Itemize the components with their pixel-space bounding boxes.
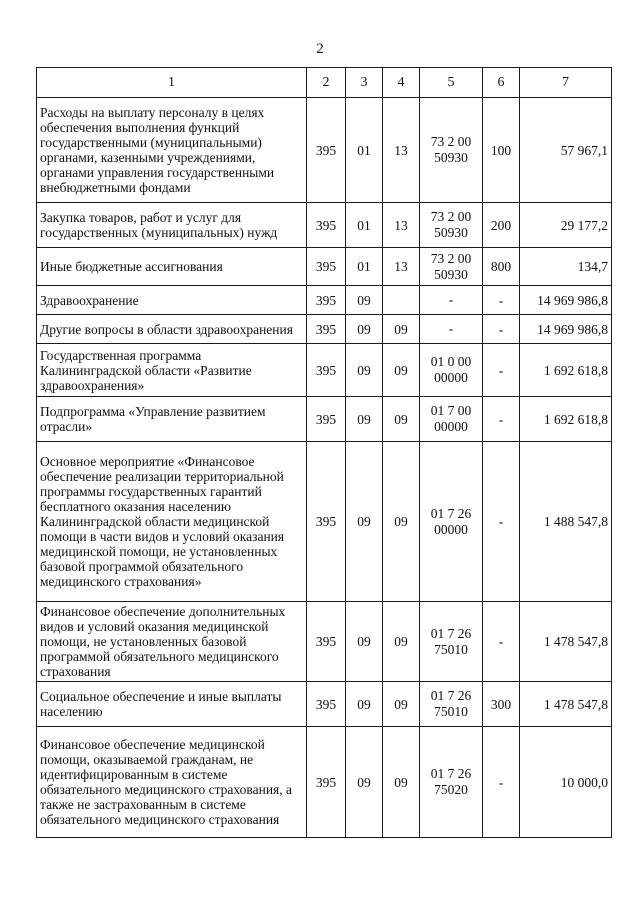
header-row — [37, 68, 612, 98]
table-row — [37, 602, 612, 682]
row-section: 09 — [346, 397, 383, 442]
row-section: 09 — [346, 682, 383, 727]
target-code-part-1: 73 2 00 — [430, 209, 472, 224]
row-subsection: 09 — [383, 315, 420, 344]
row-admin-code: 395 — [307, 727, 346, 838]
target-code-part-1: 01 7 26 — [430, 625, 472, 641]
target-code-part-2: 50930 — [434, 150, 468, 165]
column-header-section: 3 — [346, 68, 383, 98]
column-header-target-code: 5 — [420, 68, 483, 98]
target-code-part-2: 75010 — [434, 641, 468, 657]
row-target-code — [420, 248, 483, 286]
row-subsection: 09 — [383, 344, 420, 397]
table-row — [37, 344, 612, 397]
row-amount: 1 692 618,8 — [520, 397, 612, 442]
row-target-code — [420, 442, 483, 602]
target-code-part-2: 50930 — [434, 225, 468, 240]
column-header-expense-type: 6 — [483, 68, 520, 98]
row-name: Закупка товаров, работ и услуг для государственных (муниципальных) нужд — [37, 203, 307, 248]
row-amount: 29 177,2 — [520, 203, 612, 248]
row-target-code — [420, 344, 483, 397]
row-admin-code: 395 — [307, 344, 346, 397]
target-code-part-1: - — [448, 321, 454, 336]
row-subsection: 09 — [383, 397, 420, 442]
target-code-part-1: 01 7 26 — [430, 766, 472, 781]
target-code-part-1: 01 7 26 — [430, 688, 472, 703]
column-header-subsection: 4 — [383, 68, 420, 98]
row-subsection: 13 — [383, 203, 420, 248]
row-target-code — [420, 397, 483, 442]
row-section: 09 — [346, 315, 383, 344]
table-body — [37, 98, 612, 838]
row-expense-type: - — [483, 442, 520, 602]
row-expense-type: 800 — [483, 248, 520, 286]
row-name: Расходы на выплату персоналу в целях обеспечения выполнения функций государственными (муниципальными) органами, казенными учреждениями, органами управления государственными внебюджетными фондами — [37, 98, 307, 203]
column-header-amount: 7 — [520, 68, 612, 98]
row-admin-code: 395 — [307, 315, 346, 344]
row-admin-code: 395 — [307, 98, 346, 203]
row-subsection — [383, 286, 420, 315]
target-code-part-2: 00000 — [434, 419, 468, 434]
row-subsection: 09 — [383, 442, 420, 602]
row-name: Государственная программа Калининградской области «Развитие здравоохранения» — [37, 344, 307, 397]
column-header-admin: 2 — [307, 68, 346, 98]
row-target-code — [420, 682, 483, 727]
target-code-part-1: 01 7 26 — [430, 505, 472, 521]
row-subsection: 13 — [383, 98, 420, 203]
row-expense-type: - — [483, 286, 520, 315]
row-amount: 1 478 547,8 — [520, 602, 612, 682]
row-admin-code: 395 — [307, 602, 346, 682]
row-name: Подпрограмма «Управление развитием отрасли» — [37, 397, 307, 442]
row-section: 09 — [346, 727, 383, 838]
row-section: 01 — [346, 248, 383, 286]
row-target-code — [420, 315, 483, 344]
table-row — [37, 286, 612, 315]
row-expense-type: 100 — [483, 98, 520, 203]
row-subsection: 09 — [383, 727, 420, 838]
row-amount: 1 478 547,8 — [520, 682, 612, 727]
row-subsection: 09 — [383, 602, 420, 682]
target-code-part-1: 73 2 00 — [430, 134, 472, 149]
row-section: 09 — [346, 602, 383, 682]
row-target-code — [420, 727, 483, 838]
target-code-part-1: - — [448, 292, 454, 307]
row-section: 09 — [346, 442, 383, 602]
row-name: Финансовое обеспечение дополнительных видов и условий оказания медицинской помощи, не установленных базовой программой обязательного медицинского страхования — [37, 602, 307, 682]
table-row — [37, 315, 612, 344]
row-amount: 14 969 986,8 — [520, 286, 612, 315]
row-target-code — [420, 286, 483, 315]
row-name: Здравоохранение — [37, 286, 307, 315]
target-code-part-2: 00000 — [434, 521, 468, 537]
table-row — [37, 248, 612, 286]
row-name: Другие вопросы в области здравоохранения — [37, 315, 307, 344]
row-expense-type: - — [483, 727, 520, 838]
target-code-part-1: 01 0 00 — [430, 354, 472, 369]
row-expense-type: 200 — [483, 203, 520, 248]
target-code-part-2: 75010 — [434, 704, 468, 719]
row-admin-code: 395 — [307, 682, 346, 727]
row-admin-code: 395 — [307, 203, 346, 248]
row-target-code — [420, 98, 483, 203]
row-target-code — [420, 203, 483, 248]
row-name: Иные бюджетные ассигнования — [37, 248, 307, 286]
table-row — [37, 682, 612, 727]
row-expense-type: - — [483, 315, 520, 344]
table-row — [37, 397, 612, 442]
row-section: 09 — [346, 286, 383, 315]
row-amount: 57 967,1 — [520, 98, 612, 203]
row-admin-code: 395 — [307, 286, 346, 315]
row-admin-code: 395 — [307, 442, 346, 602]
target-code-part-2: 75020 — [434, 782, 468, 797]
row-section: 09 — [346, 344, 383, 397]
row-name: Финансовое обеспечение медицинской помощи, оказываемой гражданам, не идентифицированным в системе обязательного медицинского страхования, а также не застрахованным в системе обязательного медицинского страхования — [37, 727, 307, 838]
table-row — [37, 98, 612, 203]
row-expense-type: - — [483, 344, 520, 397]
row-name: Социальное обеспечение и иные выплаты населению — [37, 682, 307, 727]
target-code-part-2: 50930 — [434, 266, 468, 282]
row-expense-type: - — [483, 602, 520, 682]
row-admin-code: 395 — [307, 397, 346, 442]
table-row — [37, 203, 612, 248]
row-admin-code: 395 — [307, 248, 346, 286]
row-target-code — [420, 602, 483, 682]
target-code-part-1: 73 2 00 — [430, 250, 472, 266]
table-row — [37, 442, 612, 602]
row-name: Основное мероприятие «Финансовое обеспечение реализации территориальной программы государственных гарантий бесплатного оказания населению Калининградской области медицинской помощи в части видов и условий оказания медицинской помощи, не установленных базовой программой обязательного медицинского страхования» — [37, 442, 307, 602]
page-number: 2 — [316, 41, 324, 57]
row-amount: 1 692 618,8 — [520, 344, 612, 397]
row-expense-type: 300 — [483, 682, 520, 727]
row-amount: 14 969 986,8 — [520, 315, 612, 344]
row-subsection: 13 — [383, 248, 420, 286]
budget-table — [36, 67, 612, 838]
row-subsection: 09 — [383, 682, 420, 727]
table-row — [37, 727, 612, 838]
target-code-part-2: 00000 — [434, 370, 468, 385]
row-expense-type: - — [483, 397, 520, 442]
row-section: 01 — [346, 203, 383, 248]
row-section: 01 — [346, 98, 383, 203]
row-amount: 134,7 — [520, 248, 612, 286]
row-amount: 10 000,0 — [520, 727, 612, 838]
row-amount: 1 488 547,8 — [520, 442, 612, 602]
column-header-name: 1 — [37, 68, 307, 98]
target-code-part-1: 01 7 00 — [430, 403, 472, 418]
